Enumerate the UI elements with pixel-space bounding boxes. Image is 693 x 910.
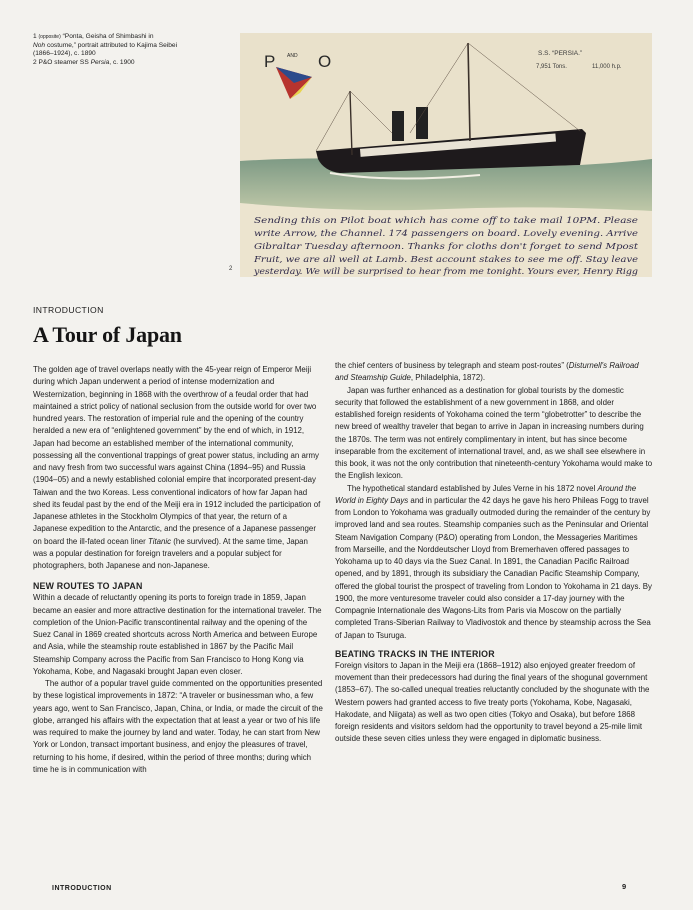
section-heading: NEW ROUTES TO JAPAN [33, 581, 143, 592]
figure-captions [33, 33, 233, 67]
right-column [335, 360, 653, 746]
svg-text:Fruit, we are all well at Lamb: Fruit, we are all well at Lamb. Best account stakes to see me off. Stay leave [252, 255, 639, 264]
funnel [416, 107, 428, 139]
ship-name: S.S. “PERSIA.” [538, 50, 583, 57]
svg-text:yesterday. We will be surprise: yesterday. We will be surprised to hear from me tonight. Yours ever, Henry Rigg [252, 267, 639, 276]
paragraph: The golden age of travel overlaps neatly with the 45-year reign of Emperor Meiji during which Japan underwent a period of intense modernization and Westernization, beginning in 1868 with the overthrow of a feudal order that had maintained a strict policy of national seclusion from the outside world for over two hundred years. The restoration of imperial rule and the opening of the country heralded a new era of “enlightened government” by the end of which, in 1912, Japan had become an established member of the international community, possessing all the conventional trappings of great power status, including an army and navy fresh from two successful wars against China (1894–95) and Russia (1904–05) and a newly established colonial empire that incorporated present-day Taiwan and the two Koreas. Less conventional indicators of how far Japan had shed its feudal past by the end of the Meiji era in 1912 included the participation of Japanese athletes in the Stockholm Olympics of that year, the return of a Japanese expedition to the Antarctic, and the presence of a Japanese passenger on board the ill-fated ocean liner Titanic (he survived). At the same time, Japan was a popular destination for foreign travelers and a popular subject for photographers, both Japanese and non-Japanese. [33, 365, 321, 570]
svg-text:write Arrow, the Channel. 174: write Arrow, the Channel. 174 passengers on board. Lovely evening. Arrive [254, 229, 639, 238]
brand-and: AND [287, 53, 298, 59]
postcard-image [240, 33, 652, 277]
brand-o: O [318, 52, 332, 71]
section-label: INTRODUCTION [33, 305, 104, 315]
steamer-illustration [240, 33, 652, 277]
paragraph: Within a decade of reluctantly opening its ports to foreign trade in 1859, Japan became an easier and more attractive destination for the international traveler. The completion of the Union-Pacific transcontinental railway and the opening of the Suez Canal in 1869 created shortcuts across North America and between Europe and Asia, while the steamship route established in 1867 by the Pacific Mail Steamship Company across the Pacific from San Francisco to Hong Kong via Yokohama, Kobe, and Nagasaki brought Japan even closer. [33, 593, 322, 676]
page-title: A Tour of Japan [33, 322, 182, 347]
caption-1: 1 (opposite) “Ponta, Geisha of Shimbashi in Noh costume,” portrait attributed to Kajima Seibei (1866–1924), c. 1890 [33, 33, 178, 58]
ship-tons: 7,951 Tons. [536, 64, 567, 70]
running-footer: INTRODUCTION [52, 885, 112, 892]
left-column [33, 364, 323, 776]
svg-text:Sending this on Pilot boat whi: Sending this on Pilot boat which has come off to take mail 10PM. Please [254, 216, 639, 225]
paragraph: The hypothetical standard established by Jules Verne in his 1872 novel Around the World in Eighty Days and in particular the 42 days he gave his hero Phileas Fogg to travel from London to Yokohama was gradually outmoded during the remainder of the century by improved land and sea routes. Steamship companies such as the Peninsular and Oriental Steam Navigation Company (P&O) operating from London, the Messageries Maritimes from Marseille, and the Norddeutscher Lloyd from Bremerhaven offered passages to Yokohama up to 40 days via the Suez Canal. In 1891, the Canadian Pacific Railroad opened, and by 1891, through its subsidiary the Canadian Pacific Steamship Company, offered the global tourist the prospect of traveling from London to Yokohama in 21 days. By 1900, the more venturesome traveler could also consider a 17-day journey with the Compagnie Internationale des Wagons-Lits from Paris via Moscow on the partially completed Trans-Siberian Railway to Vladivostok and thence by steamship across the Sea of Japan to Tsuruga. [335, 483, 652, 640]
paragraph: Japan was further enhanced as a destination for global tourists by the domestic security that followed the establishment of a new government in 1868, and older established foreign residents of Yokohama coined the term “globetrotter” to describe the new breed of wealthy traveler that began to arrive in Japan in increasing numbers during the 1870s. The term was not entirely complimentary in intent, but has since become inseparable from the excitement of international travel, and, as we shall see elsewhere in this book, it was not the only contribution that nineteenth-century Yokohama would make to the English lexicon. [335, 385, 653, 481]
brand-p: P [264, 52, 276, 71]
figure-number: 2 [229, 266, 233, 272]
paragraph: The author of a popular travel guide commented on the opportunities presented by these logistical improvements in 1872: “A traveler or businessman who, a few years ago, went to San Francisco, Japan, China, or India, or made the circuit of the globe, arranged his affairs with the expectation that at least a year or two of his life was required to make the journey by land and water. Today, he can start from New York or London, transact important business, and enjoy the pleasures of travel, returning to his home, if desired, within the period of three months; during which time he is in communication with [33, 679, 323, 774]
section-heading: BEATING TRACKS IN THE INTERIOR [335, 648, 495, 659]
ship-hp: 11,000 h.p. [592, 64, 622, 70]
funnel [392, 111, 404, 141]
page-number: 9 [622, 882, 627, 891]
caption-2: 2 P&O steamer SS Persia, c. 1900 [33, 58, 135, 66]
paragraph: the chief centers of business by telegraph and steam post-routes” (Disturnell's Railroad and Steamship Guide, Philadelphia, 1872). [335, 361, 639, 383]
svg-text:Gibraltar Tuesday afternoon. T: Gibraltar Tuesday afternoon. Thanks for cloths don't forget to send Mpost [254, 242, 639, 251]
paragraph: Foreign visitors to Japan in the Meiji era (1868–1912) also enjoyed greater freedom of movement than their predecessors had during the final years of the shogunal government (1853–67). The so-called unequal treaties reluctantly concluded by the shogunate with the Western powers had granted access to five treaty ports (Yokohama, Kobe, Nagasaki, Hakodate, and Niigata) as well as two open cities (Tokyo and Osaka), but before 1868 foreign residents and visitors seldom had the opportunity to travel beyond a 25-mile limit outside these seven cities unless they were engaged in diplomatic business. [335, 660, 650, 744]
